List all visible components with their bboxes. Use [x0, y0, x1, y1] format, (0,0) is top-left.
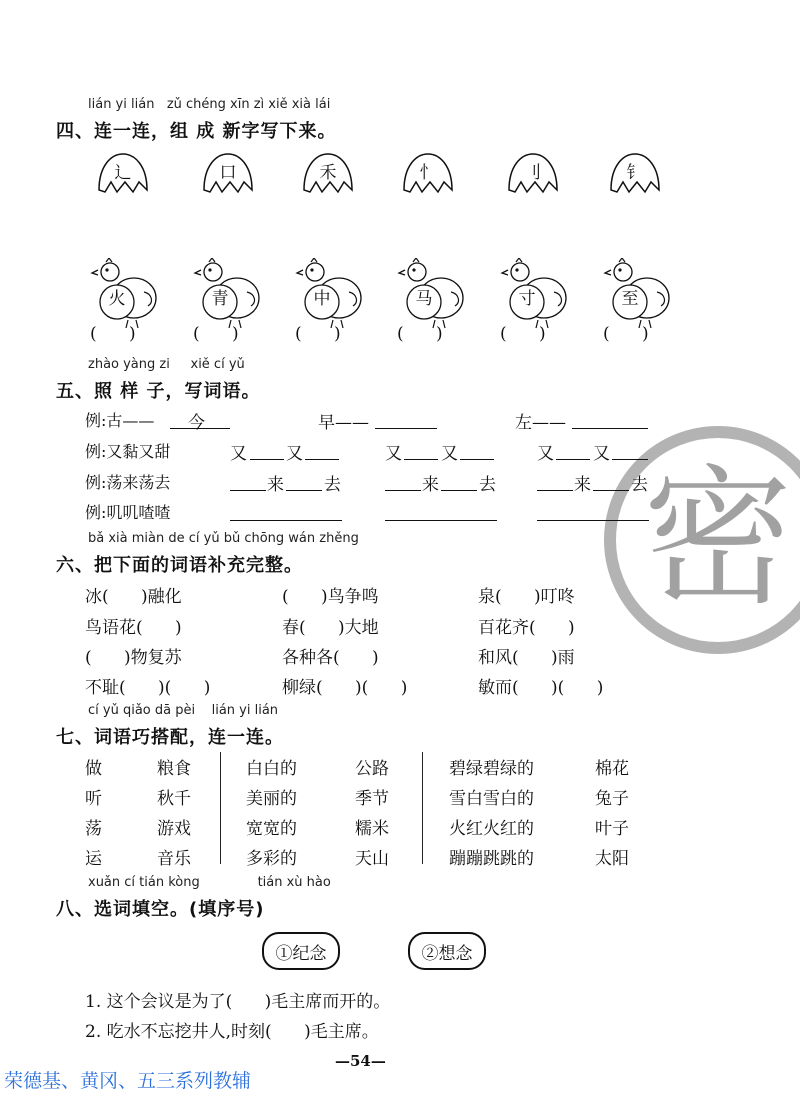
egg-shell	[200, 152, 256, 208]
match-word[interactable]: 美丽的	[246, 789, 297, 809]
chick-char: 中	[313, 289, 331, 309]
answer-blank[interactable]: ( )	[603, 324, 649, 344]
chick	[193, 258, 273, 330]
fill-item[interactable]: ( )物复苏	[85, 648, 182, 668]
word-choice-1[interactable]	[262, 932, 340, 970]
match-word[interactable]: 糯米	[355, 819, 389, 839]
underline	[170, 428, 230, 429]
prompt-word: 早——	[318, 413, 369, 433]
sentence-1[interactable]: 1. 这个会议是为了( )毛主席而开的。	[85, 992, 391, 1012]
chick	[295, 258, 375, 330]
word-choice-label: ②想念	[421, 944, 473, 964]
q4-heading: 四、连一连，组 成 新字写下来。	[56, 121, 337, 142]
write-blank[interactable]	[593, 490, 629, 491]
egg-shell	[505, 152, 561, 208]
egg-char: 钅	[626, 163, 644, 183]
write-blank[interactable]	[230, 490, 266, 491]
answer-blank[interactable]: ( )	[295, 324, 341, 344]
egg-shell	[607, 152, 663, 208]
match-word[interactable]: 秋千	[157, 789, 191, 809]
write-blank[interactable]	[404, 459, 438, 460]
fill-item[interactable]: 敏而( )( )	[478, 678, 604, 698]
fill-item[interactable]: ( )鸟争鸣	[282, 587, 379, 607]
egg-char: 忄	[419, 163, 437, 183]
match-word[interactable]: 季节	[355, 789, 389, 809]
answer-blank[interactable]: ( )	[397, 324, 443, 344]
egg-shell	[300, 152, 356, 208]
match-word[interactable]: 听	[85, 789, 102, 809]
chick-char: 寸	[518, 289, 536, 309]
write-blank[interactable]	[375, 428, 437, 429]
match-word[interactable]: 游戏	[157, 819, 191, 839]
q5-pinyin: zhào yàng zi xiě cí yǔ	[88, 357, 245, 372]
prompt-word: 又	[441, 444, 458, 464]
match-word[interactable]: 白白的	[246, 759, 297, 779]
chick-char: 马	[415, 289, 433, 309]
match-word[interactable]: 公路	[355, 759, 389, 779]
fill-item[interactable]: 冰( )融化	[85, 587, 182, 607]
match-word[interactable]: 多彩的	[246, 849, 297, 869]
prompt-word: 来	[267, 475, 284, 495]
chick-char: 火	[108, 289, 126, 309]
match-word[interactable]: 运	[85, 849, 102, 869]
word-choice-label: ①纪念	[275, 944, 327, 964]
fill-item[interactable]: 泉( )叮咚	[478, 587, 575, 607]
answer-blank[interactable]: ( )	[90, 324, 136, 344]
q7-pinyin: cí yǔ qiǎo dā pèi lián yi lián	[88, 703, 279, 718]
chick	[90, 258, 170, 330]
chick	[397, 258, 477, 330]
prompt-word: 又	[385, 444, 402, 464]
q7-heading: 七、词语巧搭配，连一连。	[56, 727, 284, 748]
write-blank[interactable]	[385, 490, 421, 491]
write-blank[interactable]	[556, 459, 590, 460]
write-blank[interactable]	[250, 459, 284, 460]
fill-item[interactable]: 百花齐( )	[478, 618, 575, 638]
fill-item[interactable]: 鸟语花( )	[85, 618, 182, 638]
example-answer: 今	[188, 413, 205, 433]
match-word[interactable]: 蹦蹦跳跳的	[449, 849, 534, 869]
chick	[500, 258, 580, 330]
q4-pinyin: lián yi lián zǔ chéng xīn zì xiě xià lái	[88, 97, 331, 112]
footer-brand: 荣德基、黄冈、五三系列教辅	[4, 1070, 252, 1092]
match-word[interactable]: 兔子	[595, 789, 629, 809]
watermark-stamp	[598, 420, 800, 660]
write-blank[interactable]	[385, 520, 497, 521]
write-blank[interactable]	[537, 520, 649, 521]
answer-blank[interactable]: ( )	[193, 324, 239, 344]
example-label: 例:古——	[85, 411, 155, 430]
write-blank[interactable]	[572, 428, 648, 429]
prompt-word: 又	[230, 444, 247, 464]
example-label: 例:叽叽喳喳	[85, 503, 171, 522]
match-word[interactable]: 叶子	[595, 819, 629, 839]
match-word[interactable]: 荡	[85, 819, 102, 839]
prompt-word: 左——	[515, 413, 566, 433]
q6-pinyin: bǎ xià miàn de cí yǔ bǔ chōng wán zhěng	[88, 531, 359, 546]
match-word[interactable]: 棉花	[595, 759, 629, 779]
match-word[interactable]: 做	[85, 759, 102, 779]
match-word[interactable]: 宽宽的	[246, 819, 297, 839]
egg-char: 口	[219, 163, 237, 183]
prompt-word: 又	[593, 444, 610, 464]
write-blank[interactable]	[286, 490, 322, 491]
answer-blank[interactable]: ( )	[500, 324, 546, 344]
q8-heading: 八、选词填空。(填序号)	[56, 899, 265, 920]
fill-item[interactable]: 和风( )雨	[478, 648, 575, 668]
write-blank[interactable]	[441, 490, 477, 491]
example-label: 例:又黏又甜	[85, 442, 171, 461]
match-word[interactable]: 雪白雪白的	[449, 789, 534, 809]
prompt-word: 来	[574, 475, 591, 495]
fill-item[interactable]: 柳绿( )( )	[282, 678, 408, 698]
match-word[interactable]: 碧绿碧绿的	[449, 759, 534, 779]
divider	[220, 752, 221, 864]
egg-char: 禾	[319, 163, 337, 183]
match-word[interactable]: 火红火红的	[449, 819, 534, 839]
q5-heading: 五、照 样 子，写词语。	[56, 381, 261, 402]
chick-char: 至	[621, 289, 639, 309]
prompt-word: 又	[537, 444, 554, 464]
match-word[interactable]: 天山	[355, 849, 389, 869]
match-word[interactable]: 粮食	[157, 759, 191, 779]
fill-item[interactable]: 不耻( )( )	[85, 678, 211, 698]
egg-shell	[400, 152, 456, 208]
prompt-word: 去	[631, 475, 648, 495]
egg-char: 刂	[524, 163, 542, 183]
prompt-word: 去	[479, 475, 496, 495]
chick	[603, 258, 683, 330]
write-blank[interactable]	[537, 490, 573, 491]
match-word[interactable]: 音乐	[157, 849, 191, 869]
word-choice-2[interactable]	[408, 932, 486, 970]
match-word[interactable]: 太阳	[595, 849, 629, 869]
write-blank[interactable]	[460, 459, 494, 460]
sentence-2[interactable]: 2. 吃水不忘挖井人,时刻( )毛主席。	[85, 1022, 379, 1042]
page-number: —54—	[335, 1052, 386, 1070]
q6-heading: 六、把下面的词语补充完整。	[56, 555, 303, 576]
stamp-char: 密	[642, 452, 794, 626]
egg-char: 辶	[114, 163, 132, 183]
example-label: 例:荡来荡去	[85, 473, 171, 492]
write-blank[interactable]	[230, 520, 342, 521]
fill-item[interactable]: 各种各( )	[282, 648, 379, 668]
q8-pinyin: xuǎn cí tián kòng tián xù hào	[88, 875, 331, 890]
write-blank[interactable]	[305, 459, 339, 460]
prompt-word: 又	[286, 444, 303, 464]
write-blank[interactable]	[612, 459, 648, 460]
divider	[422, 752, 423, 864]
egg-shell	[95, 152, 151, 208]
fill-item[interactable]: 春( )大地	[282, 618, 379, 638]
prompt-word: 去	[324, 475, 341, 495]
chick-char: 青	[211, 289, 229, 309]
prompt-word: 来	[422, 475, 439, 495]
